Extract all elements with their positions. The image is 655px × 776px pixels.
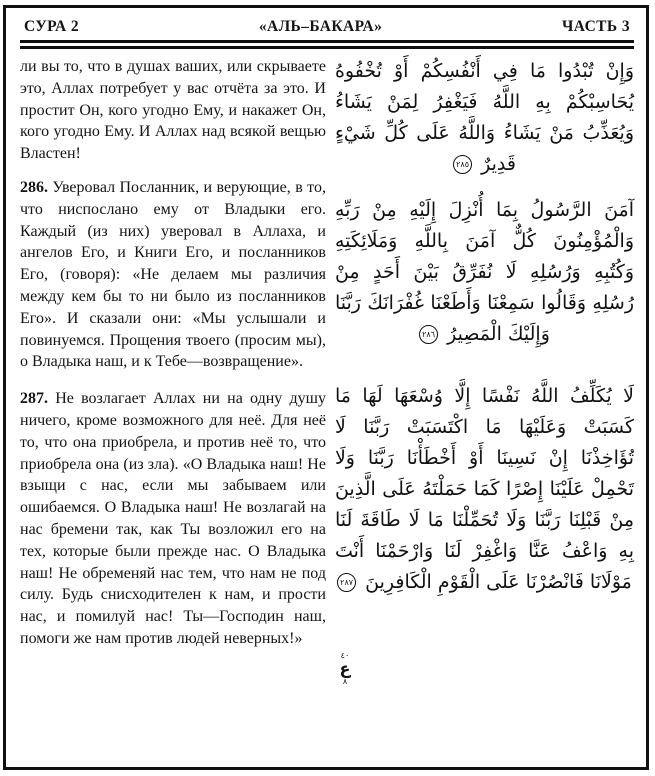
surah-label: СУРА 2 (24, 18, 80, 35)
page-header (20, 16, 634, 36)
arabic-verse-text: لَا يُكَلِّفُ اللَّهُ نَفْسًا إِلَّا وُسْعَهَا لَهَا مَا كَسَبَتْ وَعَلَيْهَا مَا اكْتَسَبَتْ رَبَّنَا لَا تُؤَاخِذْنَا إِنْ نَسِينَا أَوْ أَخْطَأْنَا رَبَّنَا وَلَا تَحْمِلْ عَلَيْنَا إِصْرًا كَمَا حَمَلْتَهُ عَلَى الَّذِينَ مِنْ قَبْلِنَا رَبَّنَا وَلَا تُحَمِّلْنَا مَا لَا طَاقَةَ لَنَا بِهِ وَاعْفُ عَنَّا وَاغْفِرْ لَنَا وَارْحَمْنَا أَنْتَ مَوْلَانَا فَانْصُرْنَا عَلَى الْقَوْمِ الْكَافِرِينَ (334, 385, 634, 593)
verse-end-marker: ٢٨٥ (453, 155, 472, 174)
verse-end-marker: ٢٨٧ (337, 573, 356, 592)
arabic-verse-286 (335, 195, 634, 350)
ruku-margin-marker (335, 652, 355, 686)
ruku-number-bottom: ٨ (342, 677, 348, 686)
verse-end-marker: ٢٨٦ (419, 325, 438, 344)
arabic-text-column (334, 56, 634, 686)
verse-paragraph-continuation (20, 56, 326, 165)
ruku-number-top: ٤٠ (340, 651, 350, 660)
verse-paragraph-287 (20, 388, 326, 650)
arabic-verse-287 (335, 381, 634, 598)
header-rule (20, 40, 634, 49)
verse-text: ли вы то, что в душах ваших, или скрываете это, Аллах потребует у вас отчёта за это. И простит Он, кого угодно Ему, и накажет Он, кого угодно Ему. И Аллах над всякой вещью Властен! (20, 58, 326, 163)
verse-number: 287. (20, 390, 48, 408)
part-label: ЧАСТЬ 3 (561, 18, 630, 35)
surah-title: «АЛЬ–БАКАРА» (258, 18, 383, 35)
arabic-verse-text: آمَنَ الرَّسُولُ بِمَا أُنْزِلَ إِلَيْهِ مِنْ رَبِّهِ وَالْمُؤْمِنُونَ كُلٌّ آمَنَ بِاللَّهِ وَمَلَائِكَتِهِ وَكُتُبِهِ وَرُسُلِهِ لَا نُفَرِّقُ بَيْنَ أَحَدٍ مِنْ رُسُلِهِ وَقَالُوا سَمِعْنَا وَأَطَعْنَا غُفْرَانَكَ رَبَّنَا وَإِلَيْكَ الْمَصِيرُ (334, 199, 634, 345)
russian-translation-column (20, 56, 326, 650)
verse-text: Уверовал Посланник, и верующие, в то, что ниспослано ему от Владыки его. Каждый (из них) уверовал в Аллаха, и ангелов Его, и Книги Его, и посланников Его, (говоря): «Не делаем мы различия между кем бы то ни было из посланников Его». И сказали они: «Мы услышали и повинуемся. Прощения твоего (просим мы), о Владыка наш, и к Тебе—возвращение». (20, 178, 326, 371)
arabic-verse-text: وَإِنْ تُبْدُوا مَا فِي أَنْفُسِكُمْ أَوْ تُخْفُوهُ يُحَاسِبْكُمْ بِهِ اللَّهُ فَيَغْفِرُ لِمَنْ يَشَاءُ وَيُعَذِّبُ مَنْ يَشَاءُ وَاللَّهُ عَلَى كُلِّ شَيْءٍ قَدِيرٌ (334, 60, 634, 175)
ruku-ain-symbol: ع (339, 659, 351, 678)
book-page (3, 5, 649, 770)
verse-number: 286. (20, 178, 48, 196)
verse-paragraph-286 (20, 177, 326, 373)
verse-text: Не возлагает Аллах ни на одну душу ничего, кроме возможного для неё. Для неё то, что она приобрела, и против неё то, что приобрела она (из зла). «О Владыка наш! Не взыщи с нас, если мы забываем или ошибаемся. О Владыка наш! Не возлагай на нас бремени так, как Ты возложил его на тех, которые были прежде нас. О Владыка наш! Не обременяй нас тем, что нам не под силу. Будь снисходителен к нам, и прости нас, и помилуй нас! Ты—Господин наш, помоги же нам против людей неверных!» (20, 390, 326, 647)
arabic-verse-285 (335, 56, 634, 180)
content-columns (20, 56, 634, 686)
